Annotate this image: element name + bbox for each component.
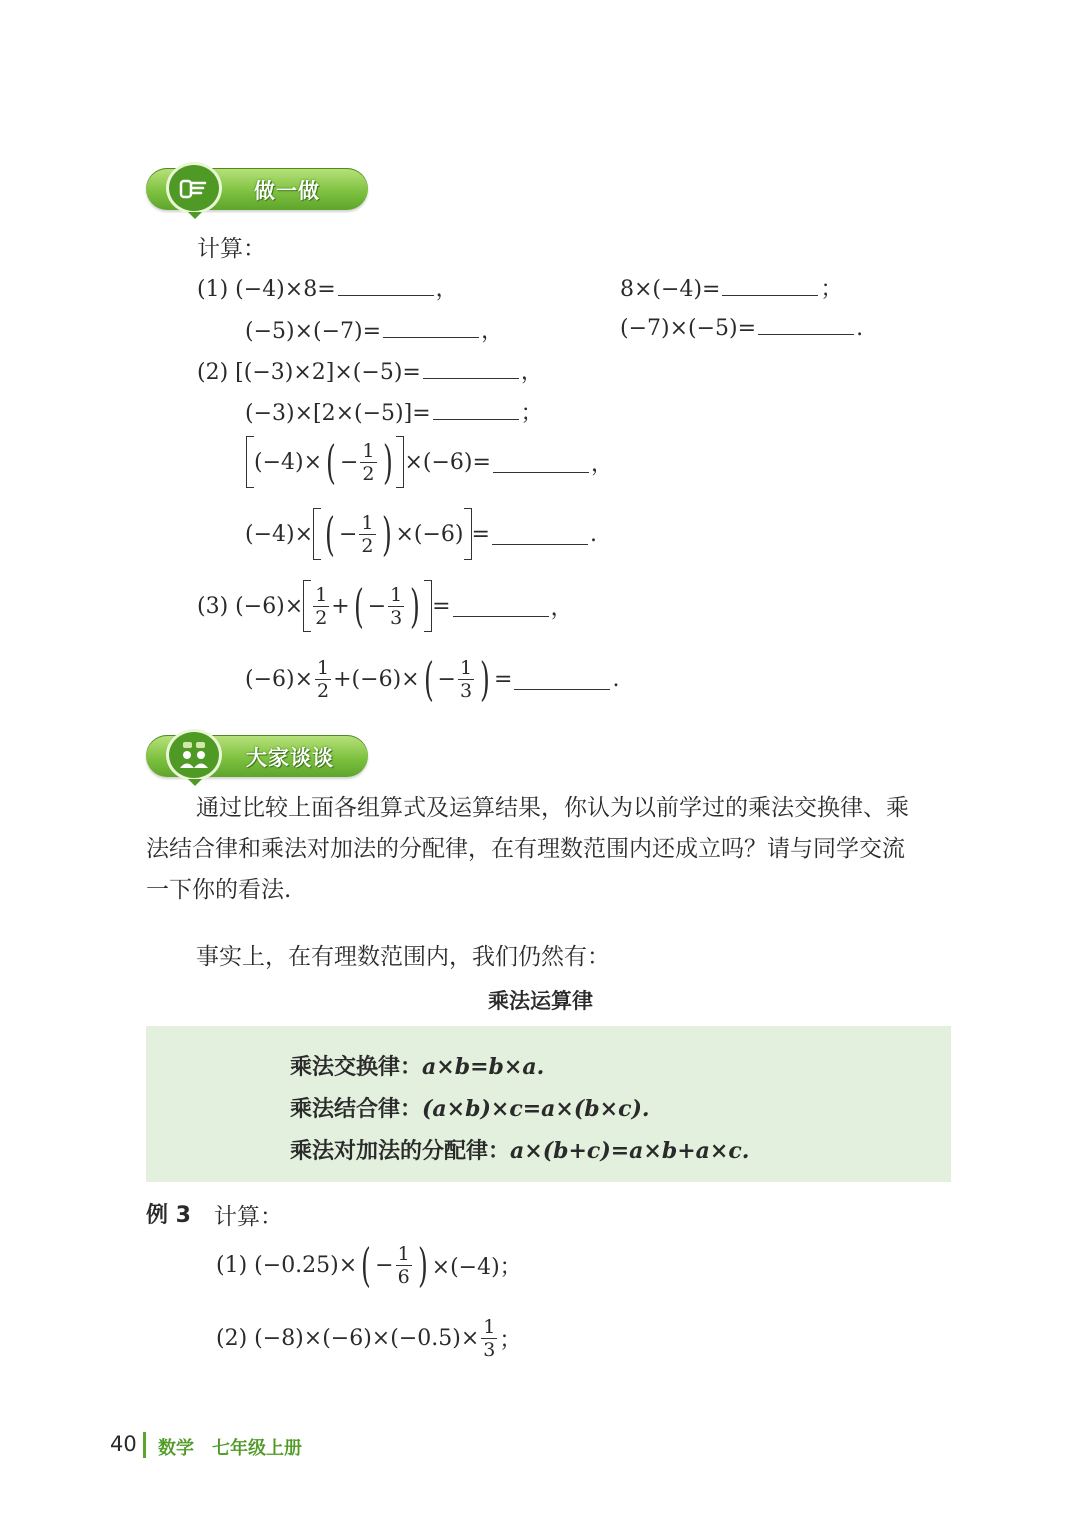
exercise-2c: (−4)× ( − $\frac{1}{2}$ ) ×(−6)= ，: [246, 436, 613, 488]
section-banner-discuss: [146, 735, 368, 777]
exercise-2b: (−3)×[2×(−5)]= ；: [245, 401, 543, 426]
exercise-1c: (−5)×(−7)= ，: [245, 319, 504, 344]
example-text: 计算：: [214, 1204, 283, 1230]
laws-heading: 乘法运算律: [488, 989, 593, 1013]
fraction-half: $\frac{1}{2}$: [362, 439, 375, 485]
section-banner-try: [146, 168, 368, 210]
exercise-2d: (−4)× ( − $\frac{1}{2}$ ) ×(−6) = .: [245, 507, 597, 561]
page-number: 40: [110, 1432, 137, 1456]
exercise-1d: (−7)×(−5)= .: [620, 316, 864, 341]
exercise-2a: (2) [(−3)×2]×(−5)= ，: [197, 360, 543, 385]
discussion-line-1: 通过比较上面各组算式及运算结果，你认为以前学过的乘法交换律、乘: [196, 795, 909, 821]
example-q1: (1) (−0.25)× ( − $\frac{1}{6}$ ) ×(−4)；: [216, 1238, 522, 1292]
law-distributive: 乘法对加法的分配律：a×(b+c)=a×b+a×c.: [290, 1138, 750, 1164]
discussion-line-2: 法结合律和乘法对加法的分配律，在有理数范围内还成立吗？请与同学交流: [146, 836, 905, 862]
discussion-people-icon: [166, 729, 222, 781]
fraction-half: $\frac{1}{2}$: [361, 511, 374, 557]
footer-subject: 数学: [158, 1438, 194, 1459]
footer-grade: 七年级上册: [212, 1438, 302, 1459]
law-commutative: 乘法交换律：a×b=b×a.: [290, 1054, 545, 1080]
footer-divider: [143, 1432, 146, 1458]
example-label: 例 3: [146, 1203, 191, 1228]
section-title: 做一做: [254, 179, 320, 203]
fact-statement: 事实上，在有理数范围内，我们仍然有：: [196, 944, 610, 970]
laws-box: [146, 1026, 951, 1182]
discussion-line-3: 一下你的看法.: [146, 877, 292, 903]
exercise-3b: (−6)× $\frac{1}{2}$ +(−6)× ( − $\frac{1}{3}$ ) = .: [245, 652, 620, 706]
pointing-hand-icon: [166, 162, 222, 214]
exercise-3a: (3) (−6)× $\frac{1}{2}$ + ( − $\frac{1}{3}$ ) = ，: [197, 579, 573, 633]
section-title: 大家谈谈: [246, 746, 334, 770]
law-associative: 乘法结合律：(a×b)×c=a×(b×c).: [290, 1096, 650, 1122]
calc-label: 计算：: [197, 236, 266, 262]
example-q2: (2) (−8)×(−6)×(−0.5)× $\frac{1}{3}$ ；: [216, 1316, 522, 1361]
exercise-1a: (1) (−4)×8= ，: [197, 277, 458, 302]
exercise-1b: 8×(−4)= ；: [620, 277, 843, 302]
